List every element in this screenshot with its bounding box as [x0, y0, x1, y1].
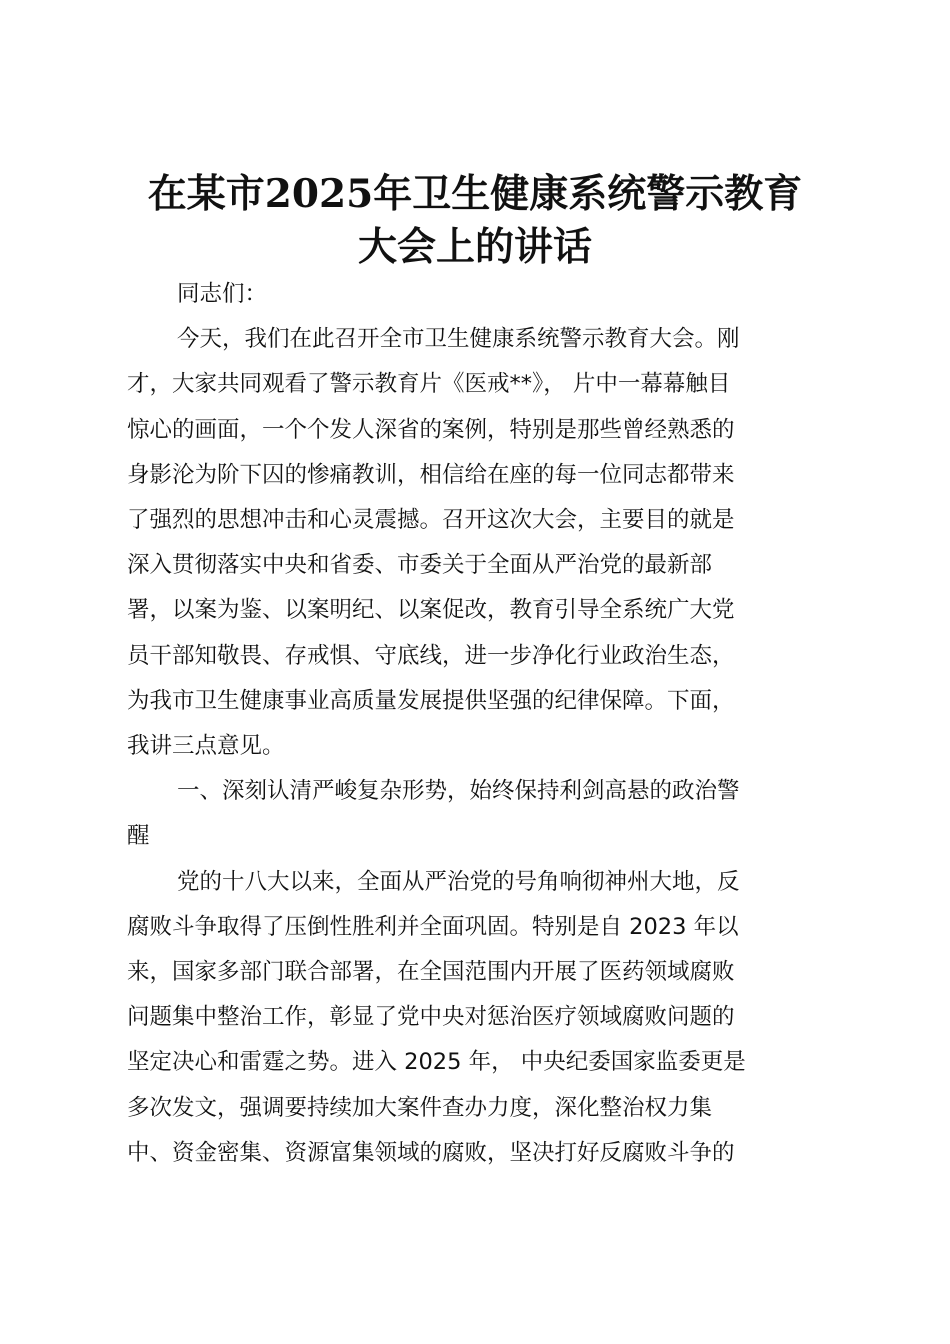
paragraph-line: 问题集中整治工作，彰显了党中央对惩治医疗领域腐败问题的 — [127, 1004, 735, 1031]
paragraph-line: 身影沦为阶下囚的惨痛教训，相信给在座的每一位同志都带来 — [127, 461, 735, 488]
document-title — [120, 168, 830, 274]
heading-line: 醒 — [127, 823, 150, 850]
paragraph-line: 深入贯彻落实中央和省委、市委关于全面从严治党的最新部 — [127, 552, 713, 579]
paragraph-line: 署，以案为鉴、以案明纪、以案促改，教育引导全系统广大党 — [127, 597, 735, 624]
paragraph-intro — [127, 317, 827, 769]
title-line-1: 在某市2025年卫生健康系统警示教育 — [147, 171, 803, 217]
paragraph-line: 多次发文，强调要持续加大案件查办力度，深化整治权力集 — [127, 1094, 713, 1121]
heading-line: 一、深刻认清严峻复杂形势，始终保持利剑高悬的政治警 — [177, 778, 740, 805]
paragraph-line: 才，大家共同观看了警示教育片《医戒**》， 片中一幕幕触目 — [127, 371, 731, 398]
paragraph-line: 员干部知敬畏、存戒惧、守底线，进一步净化行业政治生态， — [127, 642, 735, 669]
paragraph-line: 来，国家多部门联合部署，在全国范围内开展了医药领域腐败 — [127, 959, 735, 986]
paragraph-line: 中、资金密集、资源富集领域的腐败，坚决打好反腐败斗争的 — [127, 1139, 735, 1166]
paragraph-line: 腐败斗争取得了压倒性胜利并全面巩固。特别是自 2023 年以 — [127, 913, 739, 940]
paragraph-line: 为我市卫生健康事业高质量发展提供坚强的纪律保障。下面， — [127, 687, 735, 714]
title-line-2: 大会上的讲话 — [357, 224, 592, 270]
paragraph-line: 今天，我们在此召开全市卫生健康系统警示教育大会。刚 — [177, 326, 740, 353]
paragraph-line: 惊心的画面，一个个发人深省的案例，特别是那些曾经熟悉的 — [127, 416, 735, 443]
document-body — [127, 272, 827, 1176]
paragraph-line: 党的十八大以来，全面从严治党的号角响彻神州大地，反 — [177, 868, 740, 895]
section-heading-1 — [127, 769, 827, 859]
paragraph-line: 坚定决心和雷霆之势。进入 2025 年， 中央纪委国家监委更是 — [127, 1049, 746, 1076]
salutation-text: 同志们： — [177, 281, 268, 307]
paragraph-line: 我讲三点意见。 — [127, 733, 285, 760]
paragraph-section-1 — [127, 860, 827, 1176]
salutation — [127, 272, 827, 317]
paragraph-line: 了强烈的思想冲击和心灵震撼。召开这次大会，主要目的就是 — [127, 507, 735, 534]
